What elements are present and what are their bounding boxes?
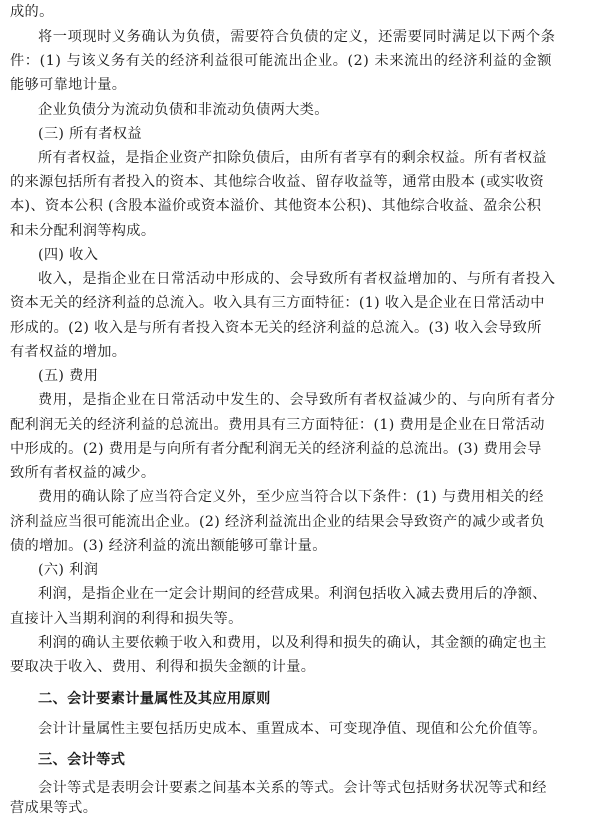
section-heading: (三) 所有者权益 [38, 126, 142, 142]
text-line: 济利益应当很可能流出企业。(2) 经济利益流出企业的结果会导致资产的减少或者负 [10, 514, 545, 530]
text-line: 本)、资本公积 (含股本溢价或资本溢价、其他资本公积)、其他综合收益、盈余公积 [10, 198, 542, 214]
text-line: 营成果等式。 [10, 800, 98, 816]
chapter-heading: 三、会计等式 [38, 752, 126, 768]
text-line: 中形成的。(2) 费用是与向所有者分配利润无关的经济利益的总流出。(3) 费用会导 [10, 441, 542, 457]
text-line: 收入，是指企业在日常活动中形成的、会导致所有者权益增加的、与所有者投入 [38, 271, 556, 287]
text-line: 费用，是指企业在日常活动中发生的、会导致所有者权益减少的、与向所有者分 [38, 392, 556, 408]
text-line: 件：(1) 与该义务有关的经济利益很可能流出企业。(2) 未来流出的经济利益的金额 [10, 53, 553, 69]
text-line: 的来源包括所有者投入的资本、其他综合收益、留存收益等，通常由股本 (或实收资 [10, 174, 545, 190]
text-line: 会计等式是表明会计要素之间基本关系的等式。会计等式包括财务状况等式和经 [38, 780, 547, 796]
section-heading: (五) 费用 [38, 368, 99, 384]
chapter-heading: 二、会计要素计量属性及其应用原则 [38, 691, 271, 707]
text-line: 会计计量属性主要包括历史成本、重置成本、可变现净值、现值和公允价值等。 [38, 721, 547, 737]
section-heading: (六) 利润 [38, 562, 99, 578]
text-line: 利润，是指企业在一定会计期间的经营成果。利润包括收入减去费用后的净额、 [38, 586, 547, 602]
text-line: 直接计入当期利润的利得和损失等。 [10, 611, 243, 627]
text-line: 要取决于收入、费用、利得和损失金额的计量。 [10, 659, 316, 675]
text-line: 有者权益的增加。 [10, 344, 127, 360]
section-heading: (四) 收入 [38, 247, 99, 263]
text-line: 利润的确认主要依赖于收入和费用，以及利得和损失的确认，其金额的确定也主 [38, 635, 547, 651]
text-line: 债的增加。(3) 经济利益的流出额能够可靠计量。 [10, 538, 327, 554]
text-line: 配利润无关的经济利益的总流出。费用具有三方面特征：(1) 费用是企业在日常活动 [10, 417, 545, 433]
text-line: 费用的确认除了应当符合定义外，至少应当符合以下条件：(1) 与费用相关的经 [38, 489, 544, 505]
text-line: 致所有者权益的减少。 [10, 465, 156, 481]
text-line: 所有者权益，是指企业资产扣除负债后，由所有者享有的剩余权益。所有者权益 [38, 150, 547, 166]
text-line: 资本无关的经济利益的总流入。收入具有三方面特征：(1) 收入是企业在日常活动中 [10, 295, 545, 311]
text-line: 企业负债分为流动负债和非流动负债两大类。 [38, 102, 329, 118]
text-line: 能够可靠地计量。 [10, 77, 127, 93]
text-line: 形成的。(2) 收入是与所有者投入资本无关的经济利益的总流入。(3) 收入会导致所 [10, 320, 542, 336]
text-line: 将一项现时义务确认为负债，需要符合负债的定义，还需要同时满足以下两个条 [38, 29, 556, 45]
text-line: 成的。 [10, 4, 54, 20]
text-line: 和未分配利润等构成。 [10, 223, 156, 239]
